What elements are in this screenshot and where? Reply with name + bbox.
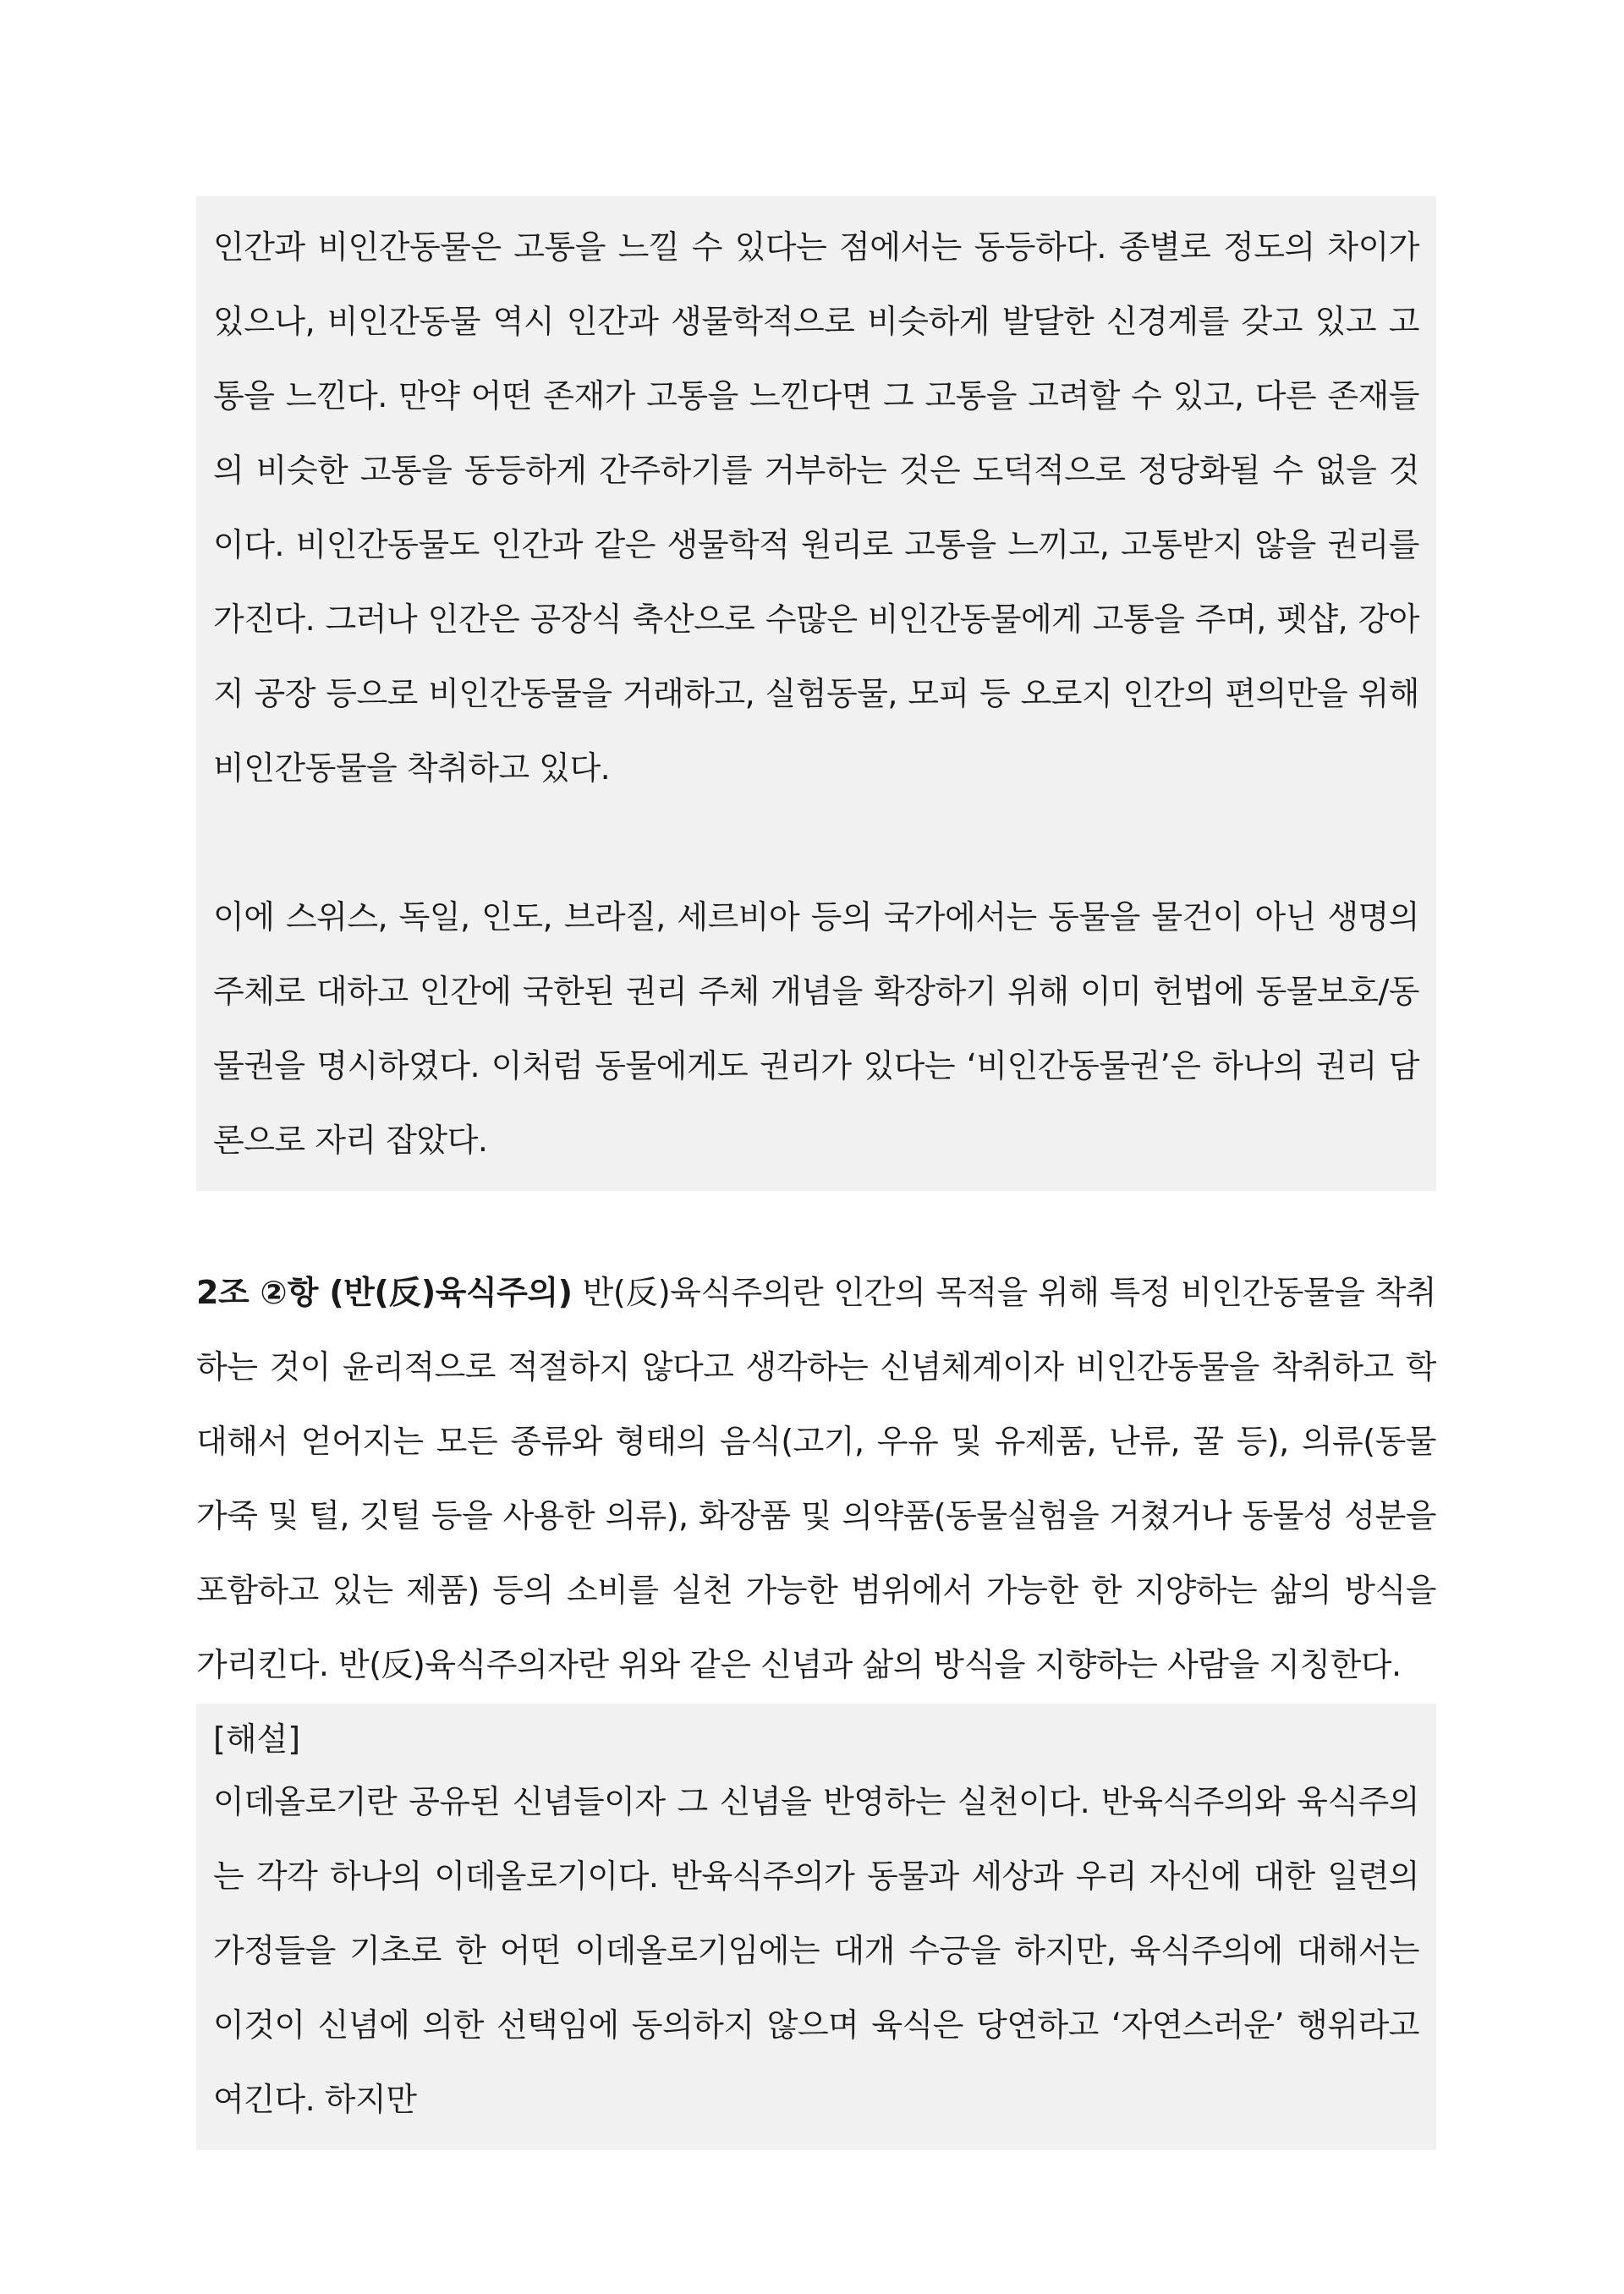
commentary-paragraph: 이데올로기란 공유된 신념들이자 그 신념을 반영하는 실천이다. 반육식주의와 육식주의는 각각 하나의 이데올로기이다. 반육식주의가 동물과 세상과 우리 자신에 대한 일련의 가정들을 기초로 한 어떤 이데올로기임에는 대개 수긍을 하지만, 육식주의에 대해서는 이것이 신념에 의한 선택임에 동의하지 않으며 육식은 당연하고 ‘자연스러운’ 행위라고 여긴다. 하지만 (213, 1783, 1419, 2118)
article-section (196, 1255, 1436, 1702)
paragraph-spacer (213, 805, 1419, 880)
article-body: 반(反)육식주의란 인간의 목적을 위해 특정 비인간동물을 착취하는 것이 윤리적으로 적절하지 않다고 생각하는 신념체계이자 비인간동물을 착취하고 학대해서 얻어지는 모든 종류와 형태의 음식(고기, 우유 및 유제품, 난류, 꿀 등), 의류(동물 가죽 및 털, 깃털 등을 사용한 의류), 화장품 및 의약품(동물실험을 거쳤거나 동물성 성분을 포함하고 있는 제품) 등의 소비를 실천 가능한 범위에서 가능한 한 지양하는 삶의 방식을 가리킨다. 반(反)육식주의자란 위와 같은 신념과 삶의 방식을 지향하는 사람을 지칭한다. (196, 1274, 1437, 1683)
shaded-text-box (196, 196, 1436, 1191)
commentary-label: [해설] (213, 1720, 301, 1758)
article-heading: 2조 ②항 (반(反)육식주의) (196, 1274, 573, 1311)
commentary-box (196, 1704, 1436, 2150)
document-page (196, 196, 1436, 2150)
body-paragraph: 이에 스위스, 독일, 인도, 브라질, 세르비아 등의 국가에서는 동물을 물건이 아닌 생명의 주체로 대하고 인간에 국한된 권리 주체 개념을 확장하기 위해 이미 헌법에 동물보호/동물권을 명시하였다. 이처럼 동물에게도 권리가 있다는 ‘비인간동물권’은 하나의 권리 담론으로 자리 잡았다. (213, 898, 1419, 1159)
body-paragraph: 인간과 비인간동물은 고통을 느낄 수 있다는 점에서는 동등하다. 종별로 정도의 차이가 있으나, 비인간동물 역시 인간과 생물학적으로 비슷하게 발달한 신경계를 갖고 있고 고통을 느낀다. 만약 어떤 존재가 고통을 느낀다면 그 고통을 고려할 수 있고, 다른 존재들의 비슷한 고통을 동등하게 간주하기를 거부하는 것은 도덕적으로 정당화될 수 없을 것이다. 비인간동물도 인간과 같은 생물학적 원리로 고통을 느끼고, 고통받지 않을 권리를 가진다. 그러나 인간은 공장식 축산으로 수많은 비인간동물에게 고통을 주며, 펫샵, 강아지 공장 등으로 비인간동물을 거래하고, 실험동물, 모피 등 오로지 인간의 편의만을 위해 비인간동물을 착취하고 있다. (213, 228, 1419, 787)
